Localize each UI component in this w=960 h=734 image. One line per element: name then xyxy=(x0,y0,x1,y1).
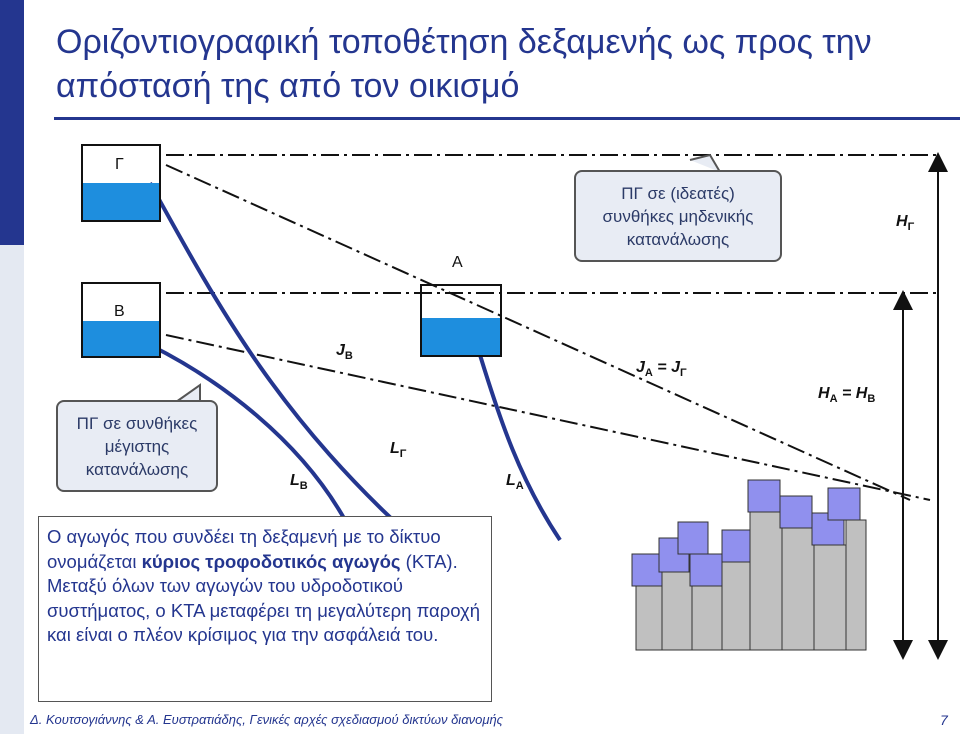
callout-max-line3: κατανάλωσης xyxy=(85,460,189,479)
hgl-beta-max xyxy=(166,335,930,500)
tank-gamma-label: Γ xyxy=(115,156,124,173)
label-h-gamma: $H_\Gamma$ xyxy=(896,213,915,234)
tank-alpha-water xyxy=(421,318,501,356)
page-number: 7 xyxy=(940,712,948,728)
callout-ideal-zero-consumption xyxy=(574,170,782,262)
description-box xyxy=(38,516,492,702)
callout-max-line2: μέγιστης xyxy=(104,437,170,456)
label-l-beta: $L_B$ xyxy=(290,472,308,493)
pipe-alpha xyxy=(480,355,560,540)
settlement-buildings xyxy=(632,480,866,650)
tank-beta-water xyxy=(82,321,160,357)
callout-ideal-line2: συνθήκες μηδενικής xyxy=(602,207,754,226)
callout-max-line1: ΠΓ σε συνθήκες xyxy=(76,414,198,433)
callout-ideal-line3: κατανάλωσης xyxy=(626,230,730,249)
label-l-gamma: $L_\Gamma$ xyxy=(390,440,407,461)
slide-title: Οριζοντιογραφική τοποθέτηση δεξαμενής ως προς την απόστασή της από τον οικισμό xyxy=(56,23,872,105)
description-part1: Ο αγωγός που συνδέει τη δεξαμενή με το δίκτυο ονομάζεται xyxy=(47,526,441,572)
description-bold: κύριος τροφοδοτικός αγωγός xyxy=(141,550,401,572)
tank-alpha-label: Α xyxy=(452,254,463,271)
callout-max-consumption xyxy=(56,400,218,492)
tank-gamma-water xyxy=(82,183,160,221)
label-ha-eq-hb: $H_A = H_B$ xyxy=(818,385,876,406)
hgl-gamma-max xyxy=(166,165,910,500)
callout-ideal-line1: ΠΓ σε (ιδεατές) xyxy=(621,184,735,203)
description-part2: (ΚΤΑ). Μεταξύ όλων των αγωγών του υδροδοτικού συστήματος, ο ΚΤΑ μεταφέρει τη μεγαλύτερη παροχή και είναι ο πλέον κρίσιμος για την ασφάλειά του. xyxy=(47,550,481,645)
label-ja-eq-jg: $J_A = J_\Gamma$ xyxy=(636,359,687,380)
footer-authors: Δ. Κουτσογιάννης & Α. Ευστρατιάδης, Γενικές αρχές σχεδιασμού δικτύων διανομής xyxy=(30,712,503,727)
tank-beta-label: Β xyxy=(114,303,125,320)
label-l-alpha: $L_A$ xyxy=(506,472,524,493)
label-j-beta: $J_B$ xyxy=(336,342,353,363)
